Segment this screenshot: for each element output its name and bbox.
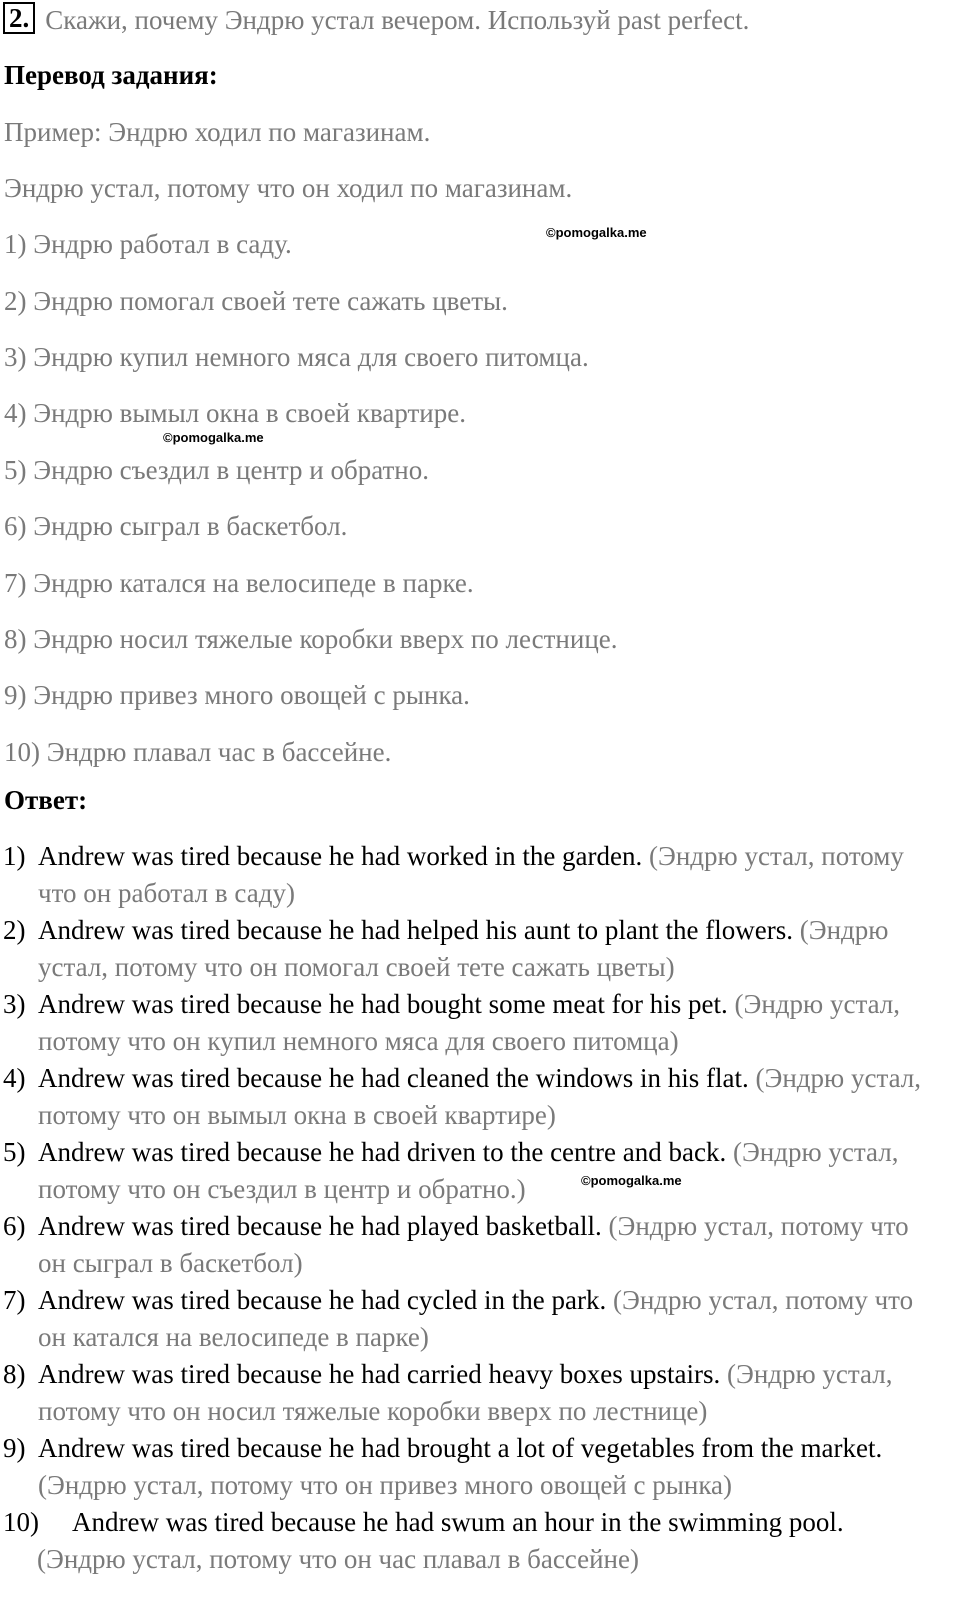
translation-item: 2) Эндрю помогал своей тете сажать цветы. bbox=[4, 286, 508, 316]
translation-item: 6) Эндрю сыграл в баскетбол. bbox=[4, 511, 348, 541]
answer-number: 9) bbox=[3, 1433, 26, 1463]
translation-item: 7) Эндрю катался на велосипеде в парке. bbox=[4, 568, 474, 598]
watermark: ©pomogalka.me bbox=[163, 430, 264, 445]
translation-item: 1) Эндрю работал в саду. bbox=[4, 229, 292, 259]
answer-number: 10) bbox=[3, 1507, 39, 1537]
answer-russian: (Эндрю устал, потому что он вымыл окна в своей квартире) bbox=[38, 1063, 922, 1130]
answer-english: Andrew was tired because he had helped his aunt to plant the flowers. bbox=[38, 915, 794, 945]
translation-item: 5) Эндрю съездил в центр и обратно. bbox=[4, 455, 429, 485]
answer-item bbox=[3, 838, 943, 912]
answer-russian: (Эндрю устал, потому что он катался на велосипеде в парке) bbox=[38, 1285, 914, 1352]
answer-russian: (Эндрю устал, потому что он работал в саду) bbox=[38, 841, 904, 908]
answer-number: 4) bbox=[3, 1063, 26, 1093]
answer-russian: (Эндрю устал, потому что он съездил в центр и обратно.) bbox=[38, 1137, 899, 1204]
task-number-badge: 2. bbox=[3, 2, 35, 34]
answer-number: 7) bbox=[3, 1285, 26, 1315]
task-instruction: Скажи, почему Эндрю устал вечером. Используй past perfect. bbox=[45, 5, 750, 35]
translation-item: 8) Эндрю носил тяжелые коробки вверх по лестнице. bbox=[4, 624, 618, 654]
answer-number: 1) bbox=[3, 841, 26, 871]
answer-number: 2) bbox=[3, 915, 26, 945]
answer-item bbox=[3, 1504, 943, 1578]
answer-english: Andrew was tired because he had driven to the centre and back. bbox=[38, 1137, 727, 1167]
translation-example-answer: Эндрю устал, потому что он ходил по магазинам. bbox=[4, 173, 573, 203]
answer-english: Andrew was tired because he had cleaned the windows in his flat. bbox=[38, 1063, 749, 1093]
answer-english: Andrew was tired because he had worked in the garden. bbox=[38, 841, 643, 871]
answer-number: 3) bbox=[3, 989, 26, 1019]
answer-english: Andrew was tired because he had brought a lot of vegetables from the market. bbox=[38, 1433, 883, 1463]
answer-russian: (Эндрю устал, потому что он привез много овощей с рынка) bbox=[38, 1470, 733, 1500]
answer-item bbox=[3, 1282, 943, 1356]
answer-item bbox=[3, 1356, 943, 1430]
answer-number: 8) bbox=[3, 1359, 26, 1389]
answer-russian: (Эндрю устал, потому что он сыграл в баскетбол) bbox=[38, 1211, 909, 1278]
answer-item bbox=[3, 912, 943, 986]
answer-heading: Ответ: bbox=[4, 785, 88, 815]
answer-item bbox=[3, 1430, 943, 1504]
answer-item bbox=[3, 986, 943, 1060]
answer-item bbox=[3, 1060, 943, 1134]
watermark: ©pomogalka.me bbox=[581, 1173, 682, 1188]
answer-russian: (Эндрю устал, потому что он носил тяжелые коробки вверх по лестнице) bbox=[38, 1359, 893, 1426]
translation-example: Пример: Эндрю ходил по магазинам. bbox=[4, 117, 431, 147]
answer-english: Andrew was tired because he had played basketball. bbox=[38, 1211, 602, 1241]
answer-english: Andrew was tired because he had carried heavy boxes upstairs. bbox=[38, 1359, 721, 1389]
answer-russian: (Эндрю устал, потому что он купил немного мяса для своего питомца) bbox=[38, 989, 901, 1056]
task-header bbox=[3, 0, 749, 40]
translation-item: 10) Эндрю плавал час в бассейне. bbox=[4, 737, 392, 767]
answer-item bbox=[3, 1208, 943, 1282]
watermark: ©pomogalka.me bbox=[546, 225, 647, 240]
answer-russian: (Эндрю устал, потому что он помогал своей тете сажать цветы) bbox=[38, 915, 889, 982]
translation-item: 3) Эндрю купил немного мяса для своего питомца. bbox=[4, 342, 589, 372]
answer-number: 5) bbox=[3, 1137, 26, 1167]
answer-english: Andrew was tired because he had cycled in the park. bbox=[38, 1285, 607, 1315]
translation-item: 4) Эндрю вымыл окна в своей квартире. bbox=[4, 398, 466, 428]
answer-number: 6) bbox=[3, 1211, 26, 1241]
translation-heading: Перевод задания: bbox=[4, 60, 218, 90]
translation-item: 9) Эндрю привез много овощей с рынка. bbox=[4, 680, 470, 710]
answer-english: Andrew was tired because he had bought some meat for his pet. bbox=[38, 989, 728, 1019]
answer-item bbox=[3, 1134, 943, 1208]
answer-english: Andrew was tired because he had swum an hour in the swimming pool. bbox=[72, 1507, 844, 1537]
answer-list bbox=[3, 838, 943, 1578]
answer-russian: (Эндрю устал, потому что он час плавал в бассейне) bbox=[37, 1544, 639, 1574]
